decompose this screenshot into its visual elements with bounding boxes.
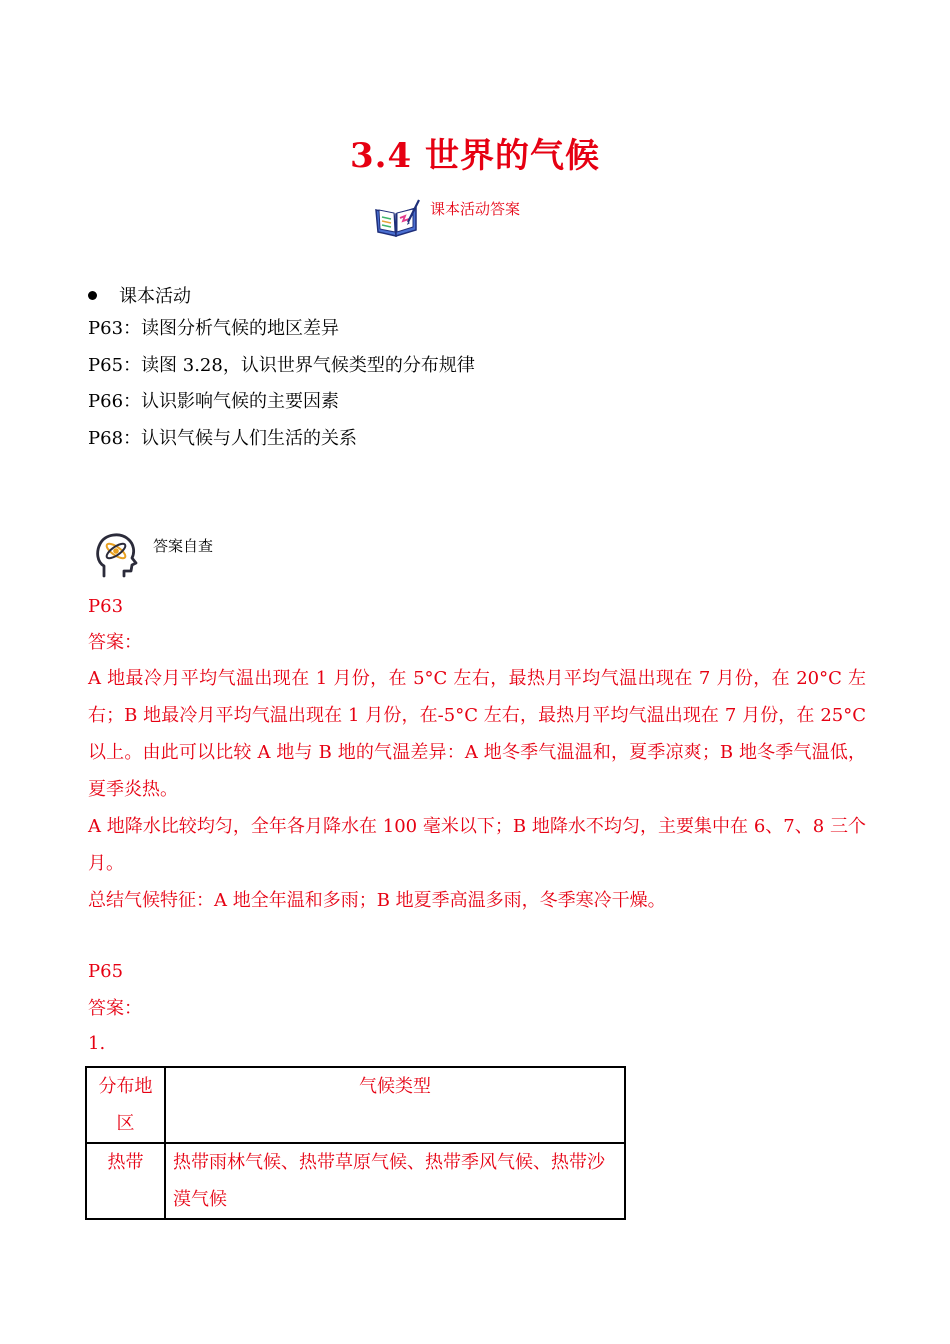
p63-paragraph-summary: 总结气候特征：A 地全年温和多雨；B 地夏季高温多雨，冬季寒冷干燥。 [88,890,666,911]
activity-item: P68：认识气候与人们生活的关系 [88,428,358,449]
page-title: 3.4 世界的气候 [350,136,600,176]
p65-heading: P65 [88,961,124,982]
table-cell: 热带 [86,1143,165,1219]
table-header-row [86,1067,625,1143]
section-heading [88,282,191,308]
subtitle-label: 课本活动答案 [430,200,521,218]
p65-item-number: 1. [88,1033,106,1054]
bullet-icon [88,291,97,300]
activity-item: P65：读图 3.28，认识世界气候类型的分布规律 [88,355,475,376]
p63-paragraph-precipitation: A 地降水比较均匀，全年各月降水在 100 毫米以下；B 地降水不均匀，主要集中在 6、7、8 三个月。 [88,816,867,874]
p63-heading: P63 [88,596,124,617]
table-cell: 热带雨林气候、热带草原气候、热带季风气候、热带沙漠气候 [165,1143,625,1219]
p63-answer-label: 答案： [88,632,142,653]
answer-check-label: 答案自查 [153,537,214,555]
p63-paragraph-temperature: A 地最冷月平均气温出现在 1 月份，在 5°C 左右，最热月平均气温出现在 7 月份，在 20°C 左右；B 地最冷月平均气温出现在 1 月份，在-5°C 左右，最热月平均气温出现在 7 月份，在 25°C 以上。由此可以比较 A 地与 B 地的气温差异：A 地冬季气温温和，夏季凉爽；B 地冬季气温低，夏季炎热。 [88,668,866,800]
table-header-cell: 气候类型 [165,1067,625,1143]
book-pen-icon [372,196,422,240]
activity-item: P63：读图分析气候的地区差异 [88,318,340,339]
p65-answer-label: 答案： [88,998,142,1019]
head-atom-icon [94,530,140,580]
section-label: 课本活动 [119,286,191,307]
table-row [86,1143,625,1219]
climate-table [85,1066,626,1220]
activity-item: P66：认识影响气候的主要因素 [88,391,340,412]
table-header-cell: 分布地区 [86,1067,165,1143]
